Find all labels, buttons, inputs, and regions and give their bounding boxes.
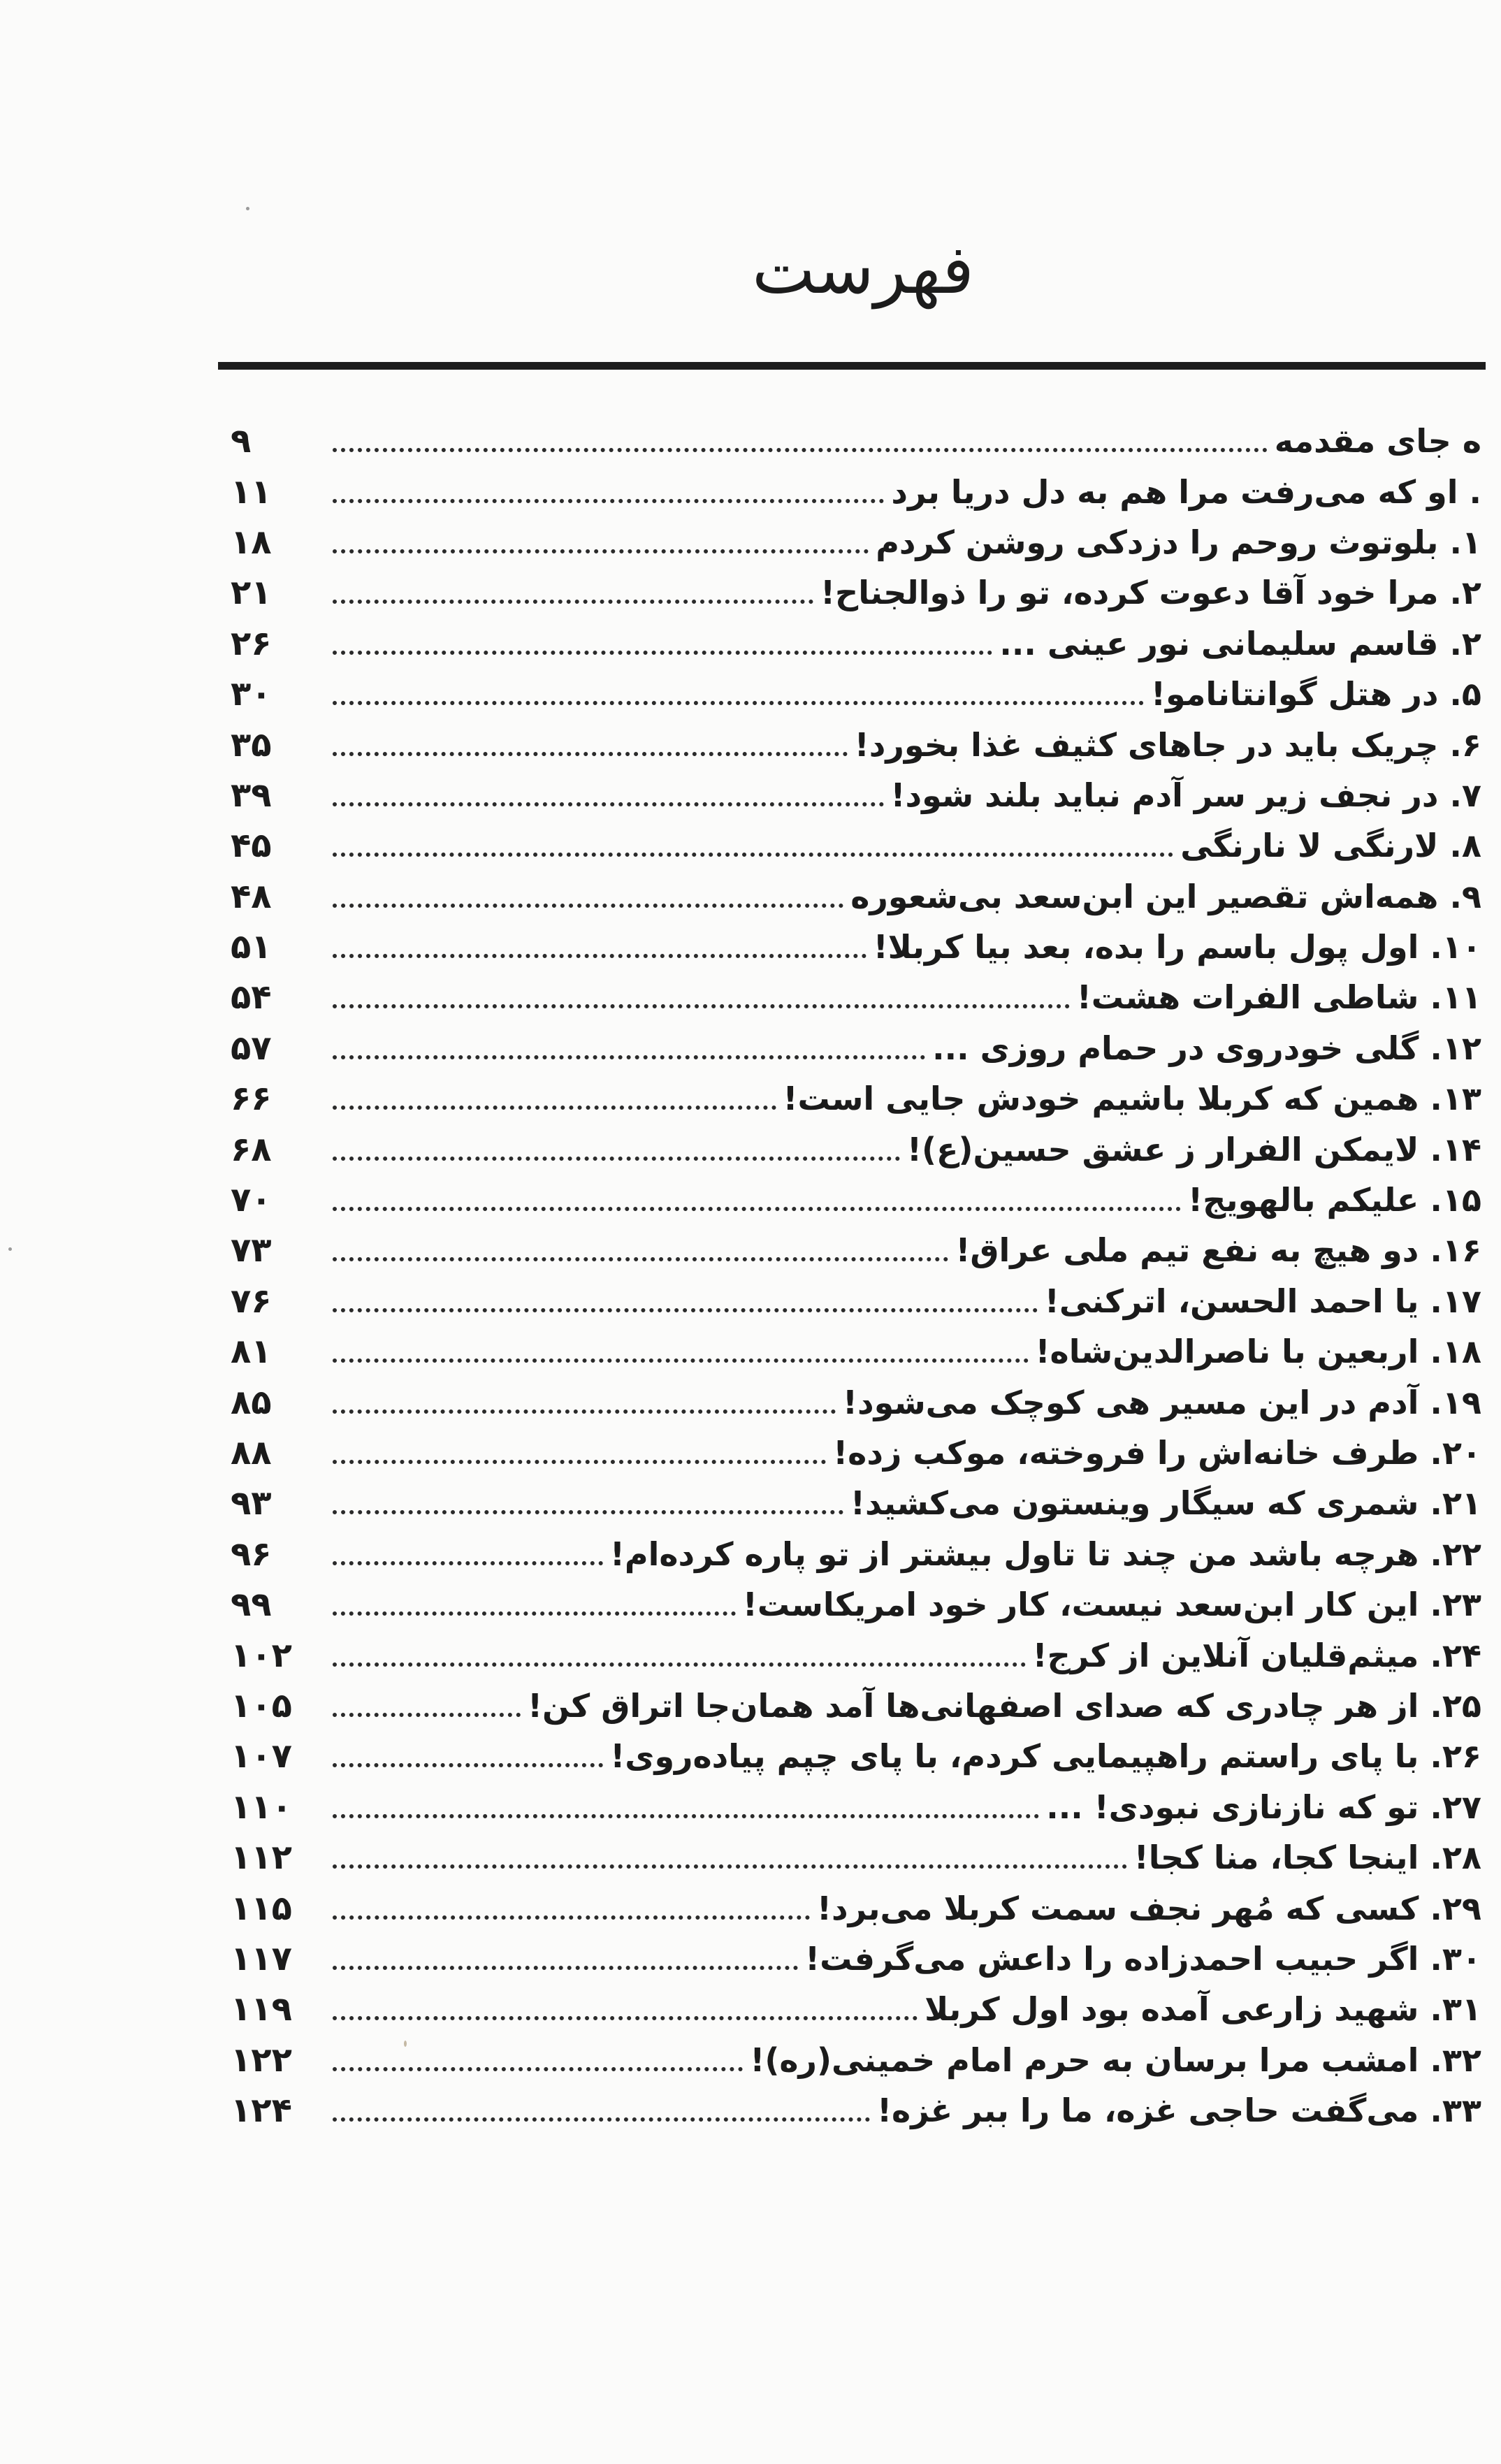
dot-leader (333, 1963, 798, 1970)
toc-entry-title: ه جای مقدمه (1274, 422, 1481, 461)
toc-entry-page-number: ۹۶ (231, 1534, 272, 1574)
toc-entry-title: ۲۲. هرچه باشد من چند تا تاول بیشتر از تو پاره کرده‌ام! (609, 1535, 1481, 1573)
toc-entry (231, 1731, 1481, 1781)
dot-leader (333, 1811, 1039, 1818)
toc-entry-title: ۲۸. اینجا کجا، منا کجا! (1133, 1839, 1481, 1877)
toc-entry (231, 567, 1481, 618)
dot-leader (333, 1204, 1181, 1211)
toc-entry (231, 871, 1481, 922)
toc-entry-page-number: ۲۶ (231, 623, 272, 663)
toc-entry (231, 1782, 1481, 1832)
toc-entry (231, 2085, 1481, 2136)
toc-entry-title: ۳۰. اگر حبیب احمدزاده را داعش می‌گرفت! (805, 1939, 1481, 1978)
toc-entry (231, 820, 1481, 871)
toc-entry-page-number: ۱۲۲ (231, 2040, 292, 2080)
dot-leader (333, 1305, 1038, 1312)
dot-leader (333, 648, 992, 655)
toc-entry-title: ۲۳. این کار ابن‌سعد نیست، کار خود امریکاست! (742, 1586, 1481, 1624)
dot-leader (333, 1457, 826, 1464)
toc-entry-title: ۲۹. کسی که مُهر نجف سمت کربلا می‌برد! (817, 1889, 1481, 1927)
toc-entry-page-number: ۵۴ (231, 978, 272, 1017)
dot-leader (333, 951, 866, 958)
dot-leader (333, 2115, 870, 2122)
toc-entry (231, 1529, 1481, 1579)
dot-leader (333, 1407, 836, 1414)
dot-leader (333, 597, 813, 604)
toc-entry-title: ۱۳. همین که کربلا باشیم خودش جایی است! (783, 1080, 1481, 1118)
page-title: فهرست (752, 231, 974, 309)
dot-leader (333, 1558, 603, 1565)
dot-leader (333, 799, 884, 806)
dot-leader (333, 1254, 948, 1261)
toc-entry (231, 669, 1481, 719)
toc-entry-page-number: ۴۵ (231, 826, 272, 866)
toc-entry-page-number: ۵۷ (231, 1028, 272, 1068)
dot-leader (333, 1154, 900, 1161)
dot-leader (333, 1052, 925, 1059)
dot-leader (333, 1760, 603, 1767)
toc-entry-page-number: ۹ (231, 421, 252, 461)
toc-entry-title: ۱۴. لایمکن الفرار ز عشق حسین(ع)! (907, 1130, 1481, 1168)
toc-entry-title: ۲. قاسم سلیمانی نور عینی ... (999, 624, 1481, 662)
toc-entry-title: ۱۲. گلی خودروی در حمام روزی ... (932, 1029, 1481, 1067)
toc-entry-page-number: ۱۱۰ (231, 1787, 292, 1827)
toc-entry-title: ۵. در هتل گوانتانامو! (1151, 675, 1481, 713)
toc-entry (231, 1681, 1481, 1731)
paper-speck (8, 1247, 12, 1251)
dot-leader (333, 2013, 918, 2020)
dot-leader (333, 1609, 736, 1616)
paper-speck (404, 2041, 407, 2047)
toc-entry (231, 770, 1481, 820)
toc-entry-title: ۲۱. شمری که سیگار وینستون می‌کشید! (850, 1484, 1481, 1523)
table-of-contents (231, 416, 1481, 2136)
toc-entry-page-number: ۱۰۲ (231, 1635, 292, 1675)
dot-leader (333, 749, 848, 756)
toc-entry-title: ۲. مرا خود آقا دعوت کرده، تو را ذوالجناح! (820, 574, 1481, 612)
toc-entry-title: ۱۹. آدم در این مسیر هی کوچک می‌شود! (843, 1383, 1481, 1421)
toc-entry-title: ۱۸. اربعین با ناصرالدین‌شاه! (1035, 1333, 1481, 1371)
toc-entry-page-number: ۹۹ (231, 1585, 272, 1625)
toc-entry-page-number: ۵۱ (231, 927, 272, 967)
toc-entry-page-number: ۲۱ (231, 573, 272, 613)
toc-entry-page-number: ۹۳ (231, 1484, 272, 1523)
paper-speck (246, 207, 249, 210)
dot-leader (333, 2064, 743, 2071)
toc-entry (231, 618, 1481, 669)
toc-entry (231, 1832, 1481, 1883)
toc-entry (231, 972, 1481, 1022)
toc-entry (231, 1478, 1481, 1528)
toc-entry-title: ۱۷. یا احمد الحسن، اترکنی! (1044, 1282, 1481, 1320)
dot-leader (333, 698, 1144, 705)
dot-leader (333, 901, 843, 908)
toc-entry-title: ۳۱. شهید زارعی آمده بود اول کربلا (924, 1990, 1481, 2029)
toc-entry (231, 1023, 1481, 1073)
toc-entry-page-number: ۱۰۵ (231, 1686, 292, 1725)
toc-entry-page-number: ۶۶ (231, 1079, 272, 1119)
toc-entry-page-number: ۱۱۵ (231, 1888, 292, 1928)
toc-entry-title: ۸. لارنگی لا نارنگی (1180, 827, 1481, 865)
toc-entry-page-number: ۷۶ (231, 1281, 272, 1321)
toc-entry (231, 1630, 1481, 1680)
toc-entry-title: . او که می‌رفت مرا هم به دل دریا برد (891, 472, 1481, 511)
toc-entry-title: ۲۷. تو که نازنازی نبودی! ... (1046, 1788, 1481, 1826)
toc-entry (231, 922, 1481, 972)
toc-entry (231, 1428, 1481, 1478)
toc-entry-title: ۲۶. با پای راستم راهپیمایی کردم، با پای چپم پیاده‌روی! (610, 1737, 1481, 1776)
toc-entry-page-number: ۴۸ (231, 876, 272, 916)
toc-entry-page-number: ۱۱۲ (231, 1838, 292, 1878)
toc-entry-page-number: ۸۸ (231, 1433, 272, 1472)
toc-entry-title: ۱۵. علیکم بالهویج! (1188, 1181, 1481, 1219)
dot-leader (333, 850, 1173, 857)
toc-entry (231, 1883, 1481, 1933)
dot-leader (333, 1862, 1127, 1869)
toc-entry-title: ۹. همه‌اش تقصیر این ابن‌سعد بی‌شعوره (850, 877, 1481, 915)
toc-entry-title: ۲۴. میثم‌قلیان آنلاین از کرج! (1032, 1636, 1481, 1674)
toc-entry-title: ۲۵. از هر چادری که صدای اصفهانی‌ها آمد همان‌جا اتراق کن! (528, 1686, 1481, 1725)
toc-entry-title: ۱۶. دو هیچ به نفع تیم ملی عراق! (955, 1231, 1481, 1270)
toc-entry-page-number: ۷۰ (231, 1180, 272, 1220)
toc-entry (231, 1579, 1481, 1630)
toc-entry-page-number: ۸۵ (231, 1382, 272, 1422)
toc-entry-title: ۶. چریک باید در جاهای کثیف غذا بخورد! (854, 725, 1481, 764)
toc-entry (231, 466, 1481, 516)
toc-entry (231, 1984, 1481, 2034)
toc-entry (231, 1326, 1481, 1377)
toc-entry-title: ۲۰. طرف خانه‌اش را فروخته، موکب زده! (833, 1434, 1481, 1472)
toc-entry-page-number: ۱۰۷ (231, 1737, 292, 1776)
toc-entry-page-number: ۳۰ (231, 674, 272, 714)
dot-leader (333, 1660, 1026, 1667)
toc-entry-title: ۱. بلوتوث روحم را دزدکی روشن کردم (876, 523, 1481, 561)
toc-entry (231, 1377, 1481, 1427)
toc-entry (231, 1124, 1481, 1174)
dot-leader (333, 1103, 776, 1110)
dot-leader (333, 496, 884, 503)
toc-entry (231, 517, 1481, 567)
toc-entry-page-number: ۷۳ (231, 1231, 272, 1270)
toc-entry-page-number: ۱۲۴ (231, 2091, 292, 2131)
toc-entry-page-number: ۳۵ (231, 725, 272, 764)
toc-entry-page-number: ۱۱۷ (231, 1938, 292, 1978)
toc-entry (231, 2035, 1481, 2085)
toc-entry (231, 1276, 1481, 1326)
toc-entry-title: ۱۱. شاطی الفرات هشت! (1076, 978, 1481, 1017)
title-rule (218, 362, 1486, 370)
toc-entry (231, 1934, 1481, 1984)
toc-entry-title: ۳۳. می‌گفت حاجی غزه، ما را ببر غزه! (877, 2092, 1481, 2130)
toc-entry-page-number: ۱۱ (231, 472, 272, 512)
dot-leader (333, 1356, 1029, 1363)
dot-leader (333, 1710, 521, 1717)
toc-entry-page-number: ۸۱ (231, 1332, 272, 1372)
toc-entry-title: ۳۲. امشب مرا برسان به حرم امام خمینی(ره)! (750, 2041, 1481, 2079)
toc-entry (231, 719, 1481, 769)
dot-leader (333, 546, 869, 553)
toc-entry (231, 1225, 1481, 1275)
toc-entry-title: ۱۰. اول پول باسم را بده، بعد بیا کربلا! (873, 928, 1481, 966)
toc-entry-title: ۷. در نجف زیر سر آدم نباید بلند شود! (890, 776, 1481, 814)
toc-entry (231, 416, 1481, 466)
toc-entry-page-number: ۱۸ (231, 522, 272, 562)
dot-leader (333, 1507, 843, 1514)
toc-entry-page-number: ۶۸ (231, 1129, 272, 1169)
dot-leader (333, 445, 1268, 452)
toc-entry (231, 1073, 1481, 1124)
dot-leader (333, 1001, 1070, 1008)
toc-entry (231, 1175, 1481, 1225)
toc-entry-page-number: ۱۱۹ (231, 1990, 292, 2029)
toc-entry-page-number: ۳۹ (231, 775, 272, 815)
dot-leader (333, 1913, 810, 1920)
